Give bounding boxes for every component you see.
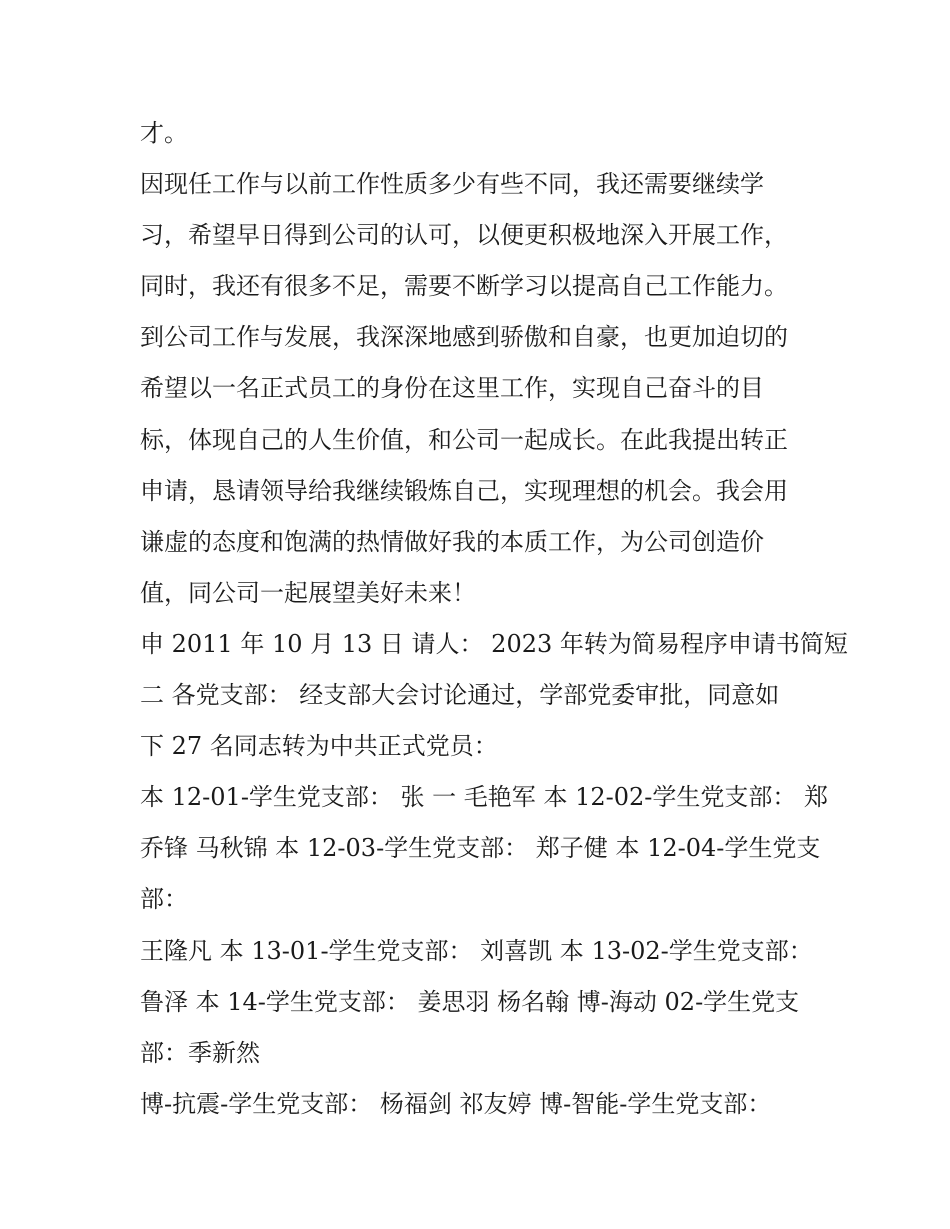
text-line: 部：: [140, 885, 188, 914]
text-line: 值，同公司一起展望美好未来！: [140, 578, 476, 607]
text-line: 标，体现自己的人生价值，和公司一起成长。在此我提出转正: [140, 425, 788, 454]
text-line: 二 各党支部： 经支部大会讨论通过，学部党委审批，同意如: [140, 681, 780, 710]
text-line: 同时，我还有很多不足，需要不断学习以提高自己工作能力。: [140, 272, 788, 301]
text-line: 到公司工作与发展，我深深地感到骄傲和自豪，也更加迫切的: [140, 323, 788, 352]
text-line: 下 27 名同志转为中共正式党员：: [140, 732, 498, 761]
text-line: 王隆凡 本 13-01-学生党支部： 刘喜凯 本 13-02-学生党支部：: [140, 936, 813, 965]
text-line: 鲁泽 本 14-学生党支部： 姜思羽 杨名翰 博-海动 02-学生党支: [140, 987, 800, 1016]
text-line: 因现任工作与以前工作性质多少有些不同，我还需要继续学: [140, 170, 764, 199]
text-line: 申 2011 年 10 月 13 日 请人： 2023 年转为简易程序申请书简短: [140, 629, 848, 658]
text-line: 本 12-01-学生党支部： 张 一 毛艳军 本 12-02-学生党支部： 郑: [140, 783, 828, 812]
text-line: 才。: [140, 119, 188, 147]
text-line: 希望以一名正式员工的身份在这里工作，实现自己奋斗的目: [140, 374, 764, 403]
text-line: 谦虚的态度和饱满的热情做好我的本质工作，为公司创造价: [140, 527, 764, 556]
text-line: 申请，恳请领导给我继续锻炼自己，实现理想的机会。我会用: [140, 476, 788, 505]
document-body: [140, 108, 848, 1130]
text-line: 乔锋 马秋锦 本 12-03-学生党支部： 郑子健 本 12-04-学生党支: [140, 834, 821, 863]
text-line: 博-抗震-学生党支部： 杨福剑 祁友婷 博-智能-学生党支部：: [140, 1089, 772, 1118]
text-line: 习，希望早日得到公司的认可，以便更积极地深入开展工作，: [140, 221, 788, 250]
text-line: 部：季新然: [140, 1038, 260, 1067]
